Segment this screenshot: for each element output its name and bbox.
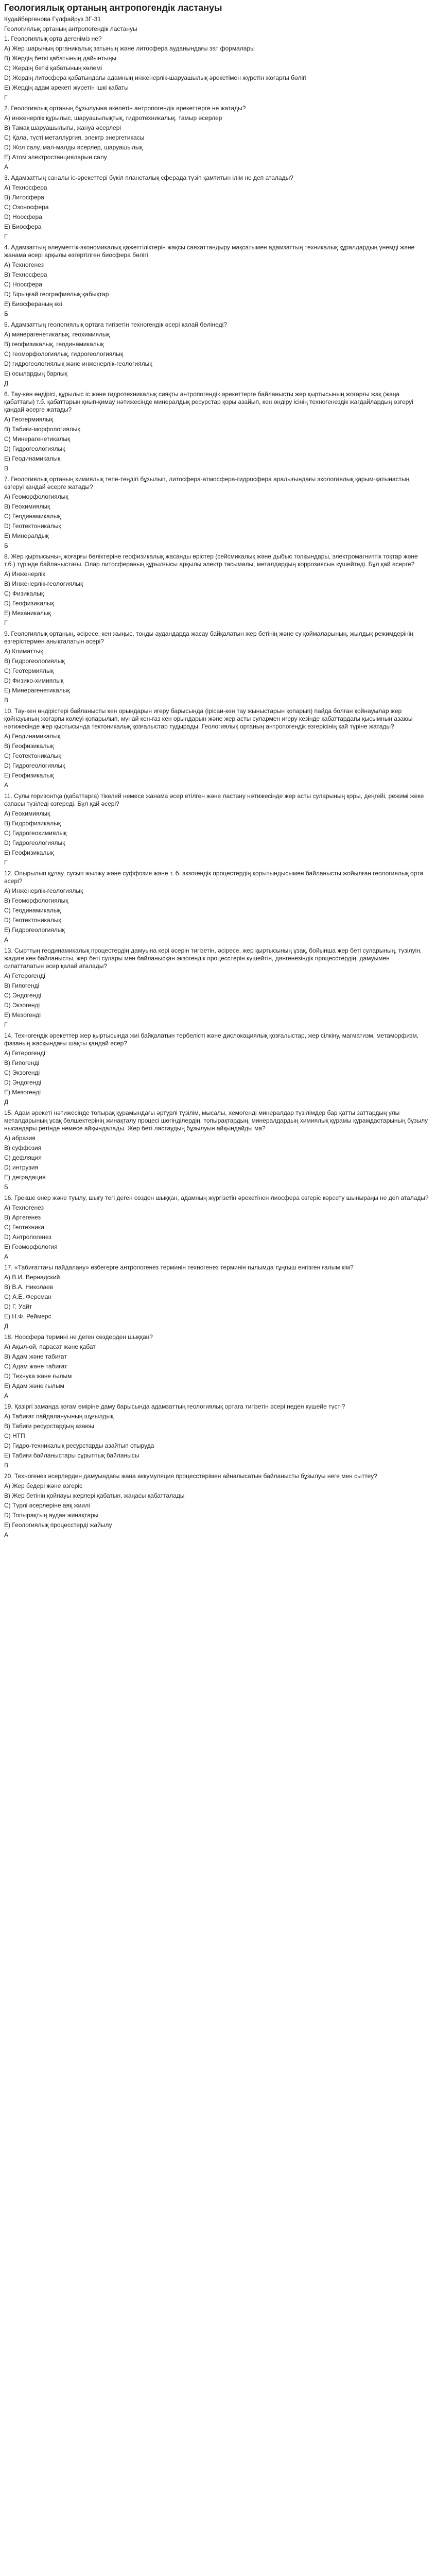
answer-option: A) Техногенез [4,261,44,268]
answer-option: D) Геотектоникалық [4,522,61,530]
answer-option: C) Экзогенді [4,1069,40,1076]
correct-answer: Г [4,1021,8,1028]
answer-option: A) Техносфера [4,184,47,191]
question-text: 6. Тау-кен өндірісі, құрылыс іс және гидротехникалық сияқты антропогендік әрекеттерге байланысты жер қыртысының жоғарғы жақ (жаңа қабаттағы) т.б. қабаттарын қиып-қимау нәтижесінде минералдық ресурстар қоры азайып, кен өндіру ісінің техногенездік жағдайлардың өзгеруі қандай әсерге жатады? [4,391,413,413]
correct-answer: А [4,1392,9,1399]
answer-option: D) Гидрогеологиялық [4,839,65,846]
answer-option: B) суффозия [4,1144,42,1151]
correct-answer: А [4,1253,9,1260]
answer-option: B) Гипогенді [4,1059,40,1066]
answer-option: B) Геоморфологиялық [4,897,68,904]
answer-option: C) дефляция [4,1154,42,1161]
question-text: 14. Техногендік әрекеттер жер қыртысында жиі байқалатын тербелісті және дислокациялық қозғалыстар, жер сілкіну, магматизм, метаморфизм, фазаның жасқындағы шақты қандай әсер? [4,1032,419,1047]
question-block [4,244,430,318]
question-block [4,476,430,550]
answer-option: B) Техносфера [4,271,47,278]
answer-option: E) Минералдық [4,532,49,539]
correct-answer: А [4,1531,9,1538]
question-block [4,174,430,241]
question-text: 4. Адамзаттың әлеуметтік-экономикалық қажеттіліктерін жақсы саяхаттандыру мақсатымен адамзаттың техникалық құралдардың үнемді және жанама әсері арқылы өзгертілген биосфера бөлігі [4,244,415,259]
question-block [4,391,430,472]
question-block [4,35,430,101]
question-text: 5. Адамзаттың геологиялық ортаға тигізетін техногендік әсері қалай бөлінеді? [4,321,227,328]
answer-option: E) Мезогенді [4,1089,41,1096]
question-text: 2. Геологиялық ортаның бұзылуына әкелетін антропогендік әрекеттерге не жатады? [4,105,246,112]
question-text: 11. Сулы горизонтқа (қабаттарға) тікелей немесе жанама әсер етілген және ластану нәтижесінде жер асты суларының қоры, деңгейі, режимі жеке сапасы түзіледі өзгереді. Бұл қай әсері? [4,792,424,807]
answer-option: E) Геофизикалық [4,849,54,856]
answer-option: A) минерагенетикалық, геохимиялық [4,331,110,338]
answer-option: C) Түрлі әсерлеріне аяқ жиилі [4,1502,90,1509]
answer-option: C) Геотектоникалық [4,752,61,759]
question-list [4,35,430,1539]
answer-option: B) Жер бетінің қойнауы жерлері қабатын, жаңасы қабатталады [4,1492,185,1499]
answer-option: B) Табиғи-морфологиялық [4,426,80,433]
answer-option: A) Жер бедері және өзгеріс [4,1482,83,1489]
answer-option: E) Адам және ғылым [4,1382,64,1389]
answer-option: B) Гидрогеологиялық [4,657,65,665]
question-block [4,630,430,704]
answer-option: C) Озоносфера [4,204,49,211]
question-text: 10. Тау-кен өндірістері байланысты кен орындарын игеру барысында (ірісаи-кен тау жыныстарын қопарып) пайда болған қойнауылар жер қойнауының жоғарғы көлеуі қопарылып, мұнай кен-газ кен орындарын және жер асты сулармен игеру кезінде қабаттардағы қысымның азаюы нәтижесінде жер қыртысында тектоникалық қозғалыстар тудырады. Геологиялық ортаның антропогендік өзгерісінің қай түріне жатады? [4,707,413,730]
answer-option: A) В.И. Вернадский [4,1274,60,1281]
question-text: 9. Геологиялық ортаның, әсіресе, кен жыңыс, тоңды аудандарда жасау байқалатын жер бетінің және су қоймаларының, жылдық режимдерінің өзгерістермен анықталатын әсері? [4,630,413,645]
correct-answer: Г [4,859,8,866]
question-block [4,105,430,171]
answer-option: C) Жердің беткі қабатының көлемі [4,64,102,72]
question-block [4,870,430,944]
answer-option: B) Адам және табиғат [4,1353,67,1360]
question-text: 3. Адамзаттың саналы іс-әрекеттері бүкіл планеталық сферада түзіп қамтитын ілім не деп аталады? [4,174,293,181]
answer-option: D) Антропогенез [4,1233,51,1241]
answer-option: D) Эндогенді [4,1079,42,1086]
question-text: 13. Сырттың геодинамикалық процестердің дамуына кері әсерін тигізетін, әсіресе, жер қыртысының ұзақ, бойынша жер беті суларының, түзілуін, жадиге кен байланысты, жер беті сулары мен байланысқан экзогендік процесстерін күшейтін, дәнгенезіндік процесстердің, дамуымен сипатталатын әсер қалай аталады? [4,947,422,970]
correct-answer: В [4,1462,9,1469]
answer-option: C) Минерагенетикалық [4,435,71,443]
answer-option: D) Гидрогеологиялық [4,445,65,452]
answer-option: C) Ноосфера [4,281,42,288]
question-block [4,707,430,789]
question-text: 17. «Табиғаттағы пайдалану» өзбегерге антропогенез терминін техногенез терминін ғылымда тұңғыш енгізген ғалым кім? [4,1264,354,1271]
correct-answer: Д [4,1098,9,1106]
question-block [4,553,430,627]
question-block [4,321,430,387]
answer-option: E) Биосфераның өзі [4,300,62,308]
answer-option: A) Инженерлік [4,570,45,578]
document-subtitle: Геологиялық ортаның антропогендік ластануы [4,25,137,32]
correct-answer: В [4,697,9,704]
answer-option: B) Геофизикалық [4,742,54,750]
answer-option: D) гидрогеологиялық және инженерлік-геологиялық [4,360,152,367]
answer-option: D) Гидро-техникалық ресурстарды азайтып отыруда [4,1442,154,1449]
question-text: 12. Опырылып құлау, сусып жылжу және суффозия және т. б. экзогендік процестердің қорытындысымен байланысты жойылған геологиялық орта әсері? [4,870,424,885]
answer-option: A) абразия [4,1134,36,1142]
answer-option: E) Табиғи байланыстары сұрыптық байланысы [4,1452,139,1459]
answer-option: B) Гипогенді [4,982,40,989]
answer-option: C) Геодинамикалық [4,513,61,520]
answer-option: A) Геодинамикалық [4,733,61,740]
author-line: Кудайбергенова Гүлфайруз 3Г-31 [4,15,101,23]
answer-option: D) Геотектоникалық [4,917,61,924]
answer-option: C) Физикалық [4,590,44,597]
answer-option: B) Геохимиялық [4,503,50,510]
answer-option: B) Литосфера [4,194,44,201]
answer-option: E) Геологиялық процесстерді жайылу [4,1521,112,1529]
correct-answer: Г [4,233,8,240]
answer-option: B) геофизикалық, геодинамикалық [4,341,104,348]
question-block [4,792,430,867]
answer-option: A) Климаттық [4,648,43,655]
answer-option: D) Бірыңғай географиялық қабықтар [4,291,109,298]
answer-option: B) Жердің беткі қабатының дайынтыңы [4,55,116,62]
question-text: 18. Ноосфера термині не деген сөздерден шыққан? [4,1333,153,1341]
answer-option: E) Н.Ф. Реймерс [4,1313,51,1320]
answer-option: D) Топырақтың аудан жинақтары [4,1512,99,1519]
answer-option: D) Технука және ғылым [4,1372,72,1380]
answer-option: B) Табиғи ресурстардың азаюы [4,1422,95,1430]
answer-option: E) Механикалық [4,609,51,617]
answer-option: E) Жердің адам әрекеті жүретін ішкі қабаты [4,84,129,91]
question-text: 19. Қазіргі заманда қоғам өміріне даму барысында адамзаттың геологиялық ортаға тигізетін әсері неден күшейе түсті? [4,1403,345,1410]
correct-answer: A [4,163,9,171]
answer-option: E) Атом электростанцияларын салу [4,154,107,161]
answer-option: C) Адам және табиғат [4,1363,67,1370]
answer-option: B) В.А. Николаев [4,1283,54,1291]
answer-option: A) Геотермиялық [4,416,54,423]
answer-option: C) геоморфологиялық, гидрогеологиялық [4,350,124,358]
answer-option: B) Гидрофизикалық [4,820,61,827]
answer-option: A) Техногенез [4,1204,44,1211]
correct-answer: Г [4,619,8,626]
question-block [4,1109,430,1191]
correct-answer: А [4,936,9,943]
answer-option: D) Г. Уайт [4,1303,32,1310]
answer-option: D) Гидрогеологиялық [4,762,65,769]
answer-option: A) Гетерогенді [4,972,45,979]
answer-option: E) Мезогенді [4,1011,41,1019]
answer-option: E) Биосфера [4,223,42,230]
page-title: Геологиялық ортаның антропогендік ластануы [4,3,222,13]
answer-option: C) Геотермиялық [4,667,54,674]
answer-option: C) А.Е. Ферсман [4,1293,52,1300]
answer-option: D) Геофизикалық [4,600,54,607]
correct-answer: Б [4,310,8,317]
correct-answer: А [4,782,9,789]
answer-option: D) Жол салу, мал-малды әсерлер, шаруашылық [4,144,143,151]
answer-option: D) Жердің литосфера қабатындағы адамның инженерлік-шаруашылық әрекетімен жүретін жоғарғы бөлігі [4,74,307,81]
question-block [4,1264,430,1330]
correct-answer: Д [4,380,9,387]
question-text: 16. Грекше өнер және туылу, шығу тегі деген сөзден шыққан, адамның жүргізетін әрекетінен лиосфера өзгеріс көрсету шыныраңы не деп аталады? [4,1194,429,1201]
answer-option: A) Геоморфологиялық [4,493,68,500]
answer-option: A) Ақыл-ой, парасат және қабат [4,1343,96,1350]
answer-option: A) Табиғат пайдалануының шұғылдық [4,1413,114,1420]
answer-option: E) Геодинамикалық [4,455,61,462]
correct-answer: Б [4,1183,8,1191]
correct-answer: Г [4,94,8,101]
answer-option: D) интрузия [4,1164,39,1171]
correct-answer: Б [4,542,8,549]
answer-option: A) Жер шарының органикалық затының және литосфера ауданындағы зат формалары [4,45,255,52]
question-text: 20. Техногенез әсерлерден дамуындағы жаңа аккумуляция процесстерімен айналысатын байланысты бұзылуы неге мен сыттеу? [4,1472,377,1480]
answer-option: D) Физико-химиялық [4,677,64,684]
answer-option: D) Ноосфера [4,213,42,221]
answer-option: C) НТП [4,1432,25,1439]
question-block [4,1472,430,1539]
answer-option: E) осылардың барлық [4,370,67,377]
answer-option: B) Тамақ шаруашылығы, жануа әсерлері [4,124,121,131]
correct-answer: В [4,465,9,472]
answer-option: A) Инженерлік-геологиялық [4,887,83,894]
question-text: 1. Геологиялық орта дегеніміз не? [4,35,102,42]
answer-option: C) Геодинамикалық [4,907,61,914]
answer-option: B) Артегенез [4,1214,41,1221]
question-block [4,1194,430,1261]
question-text: 7. Геологиялық ортаның химиялық тепе-теңдігі бұзылып, литосфера-атмосфера-гидросфера аралығындағы экологиялық қарым-қатынастың өзгеруі қандай әсерге жатады? [4,476,410,490]
answer-option: A) Гетерогенді [4,1049,45,1057]
answer-option: E) Геофизикалық [4,772,54,779]
answer-option: C) Эндогенді [4,992,42,999]
answer-option: A) инженерлік құрылыс, шаруашылықтық, гидротехникалық, тамыр әсерлер [4,114,222,122]
answer-option: E) деградация [4,1174,46,1181]
question-block [4,1333,430,1400]
answer-option: C) Геотехника [4,1224,45,1231]
question-block [4,1403,430,1469]
answer-option: B) Инженерлік-геологиялық [4,580,83,587]
answer-option: E) Гидрогеологиялық [4,926,65,934]
answer-option: C) Қала, түсті металлургия, электр энергетикасы [4,134,145,141]
question-block [4,947,430,1029]
answer-option: E) Минерагенетикалық [4,687,70,694]
question-block [4,1032,430,1106]
answer-option: C) Гидрогеохимиялық [4,829,67,837]
answer-option: E) Геоморфология [4,1243,58,1250]
question-text: 8. Жер қыртысының жоғарғы бөліктеріне геофизикалық жасанды өрістер (сейсмикалық және дыбыс толқындары, электромагниттік тоқтар және т.б.) түрінде байланыстағы. Олар литосфераның құрылғысы арқылы электр тасымалы, металдардың коррозиясын күшейтеді. Бұл қай әсерге? [4,553,418,568]
question-text: 15. Адам әрекеті нәтижесінде топырақ құрамындағы әртүрлі түзілім, мысалы, хемогенді минералдар түзілімдер бар қатты заттардың улы металдарының ұсақ бөлшектерінің жинақталу процесі шөгінділердің, топырақтардың, минералдардың химиялық құрамы құрамдастарының бұзылу нысандары ретінде немесе айқындалады. Жер беті ластаудың бұзылуын айқындайды ма? [4,1109,428,1132]
correct-answer: Д [4,1323,9,1330]
answer-option: A) Геохимиялық [4,810,50,817]
answer-option: D) Экзогенді [4,1002,40,1009]
